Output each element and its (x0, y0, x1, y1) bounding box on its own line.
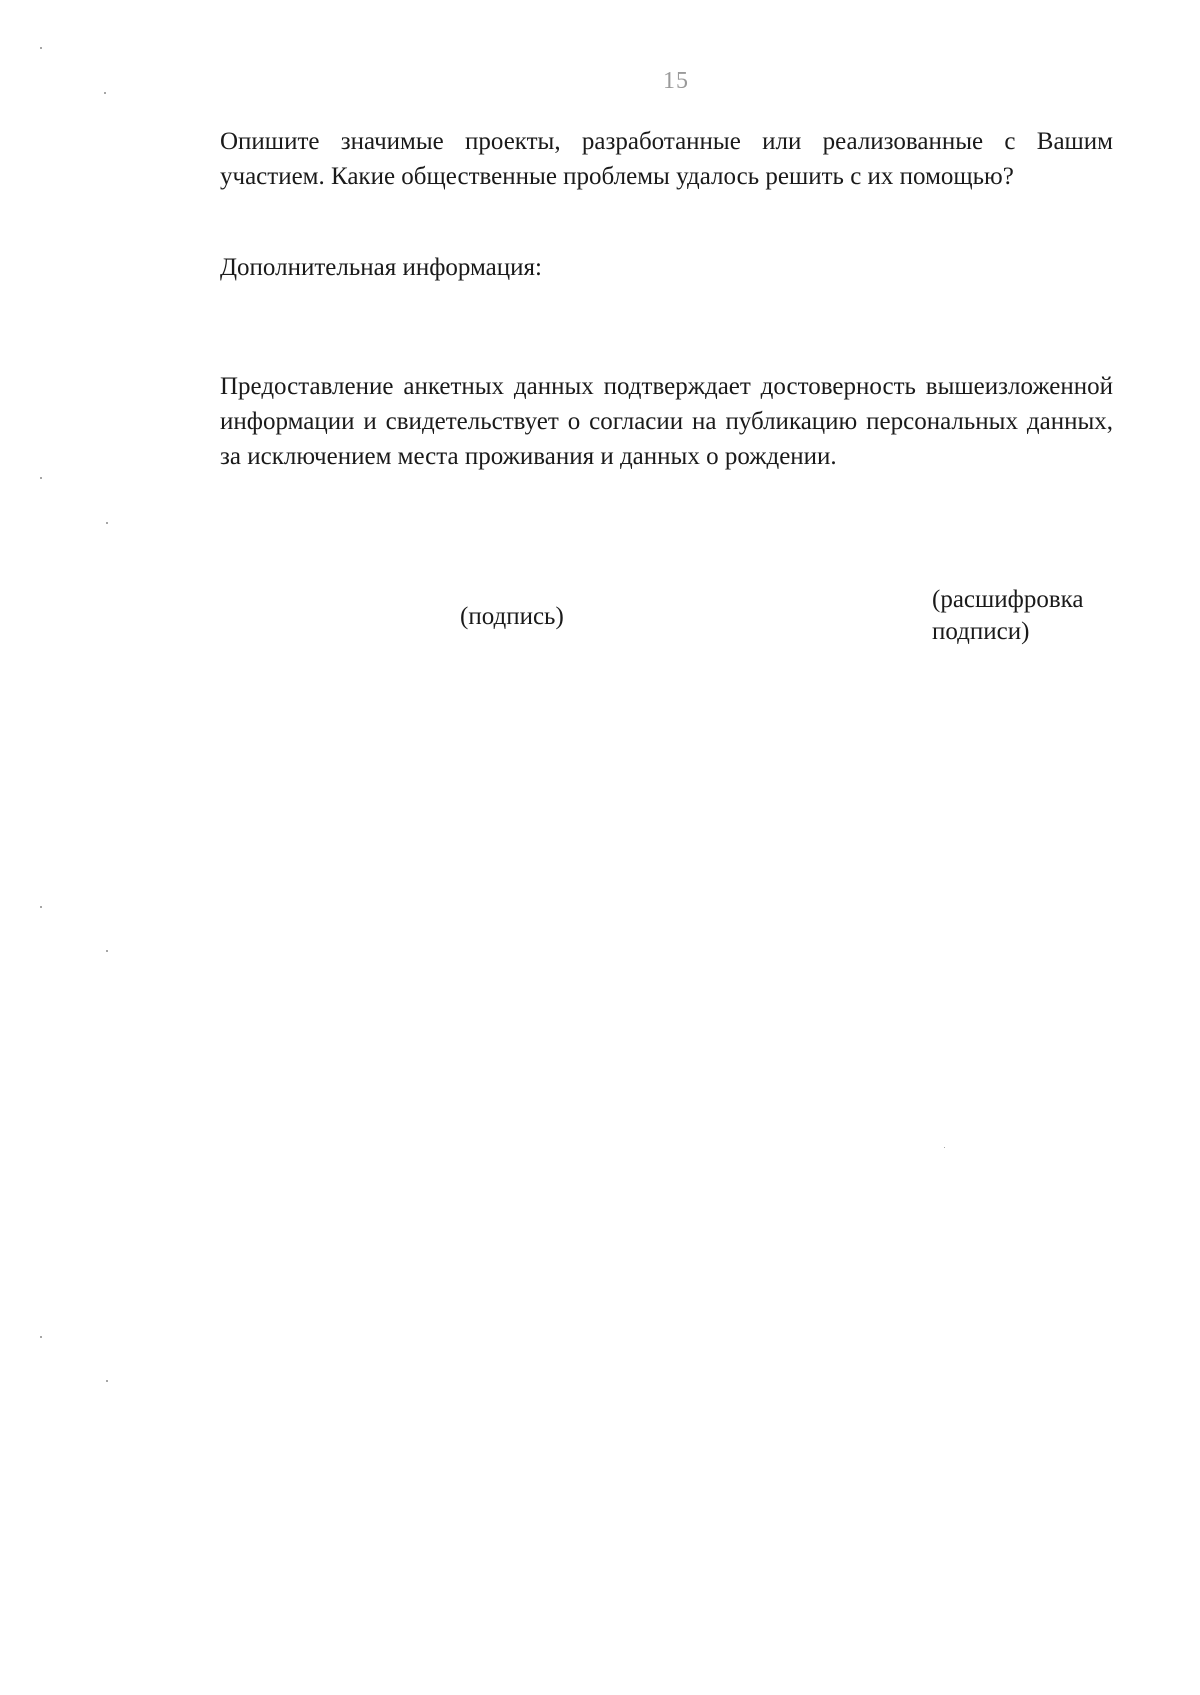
scan-speck (40, 1336, 42, 1338)
signature-decoding-label: (расшифровка подписи) (932, 586, 1084, 645)
scan-speck (40, 47, 42, 49)
signature-label: (подпись) (460, 603, 564, 630)
page-number: 15 (663, 68, 689, 94)
scan-speck (106, 950, 108, 952)
scan-speck (104, 92, 106, 94)
scan-speck (40, 906, 42, 908)
consent-statement: Предоставление анкетных данных подтверждает достоверность вышеизложенной информации и свидетельствует о согласии на публикацию персональных данных, за исключением места проживания и данных о рождении. (220, 373, 1113, 470)
scan-speck (944, 1147, 945, 1148)
additional-info-label: Дополнительная информация: (220, 254, 542, 281)
scan-speck (40, 477, 42, 479)
scan-speck (106, 522, 108, 524)
projects-question: Опишите значимые проекты, разработанные или реализованные с Вашим участием. Какие общественные проблемы удалось решить с их помощью? (220, 128, 1113, 190)
scan-speck (106, 1380, 108, 1382)
